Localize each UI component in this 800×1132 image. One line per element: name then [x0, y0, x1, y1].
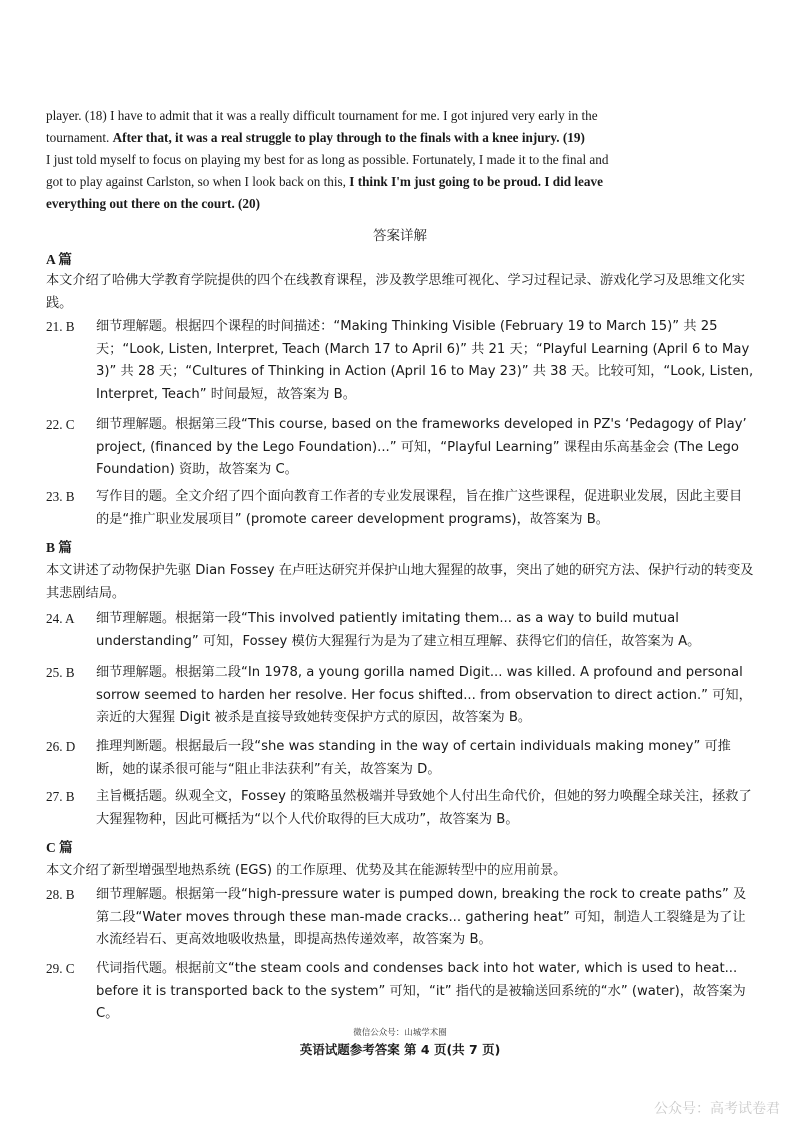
- passage-line-5: everything out there on the court. (20): [46, 196, 261, 211]
- section-a-label: A 篇: [46, 252, 72, 267]
- answer-27-number: 27. B: [46, 789, 75, 804]
- passage-line-3: I just told myself to focus on playing my best for as long as possible. Fortunately, I made it to the final and: [46, 152, 609, 167]
- section-a-intro: 本文介绍了哈佛大学教育学院提供的四个在线教育课程，涉及教学思维可视化、学习过程记录、游戏化学习及思维文化实践。: [46, 273, 745, 311]
- answer-27-text: 主旨概括题。纵观全文，Fossey 的策略虽然极端并导致她个人付出生命代价，但她的努力唤醒全球关注，拯救了大猩猩物种，因此可概括为“以个人代价取得的巨大成功”，故答案为 B。: [96, 789, 752, 827]
- answer-28-number: 28. B: [46, 887, 75, 902]
- section-b-intro: 本文讲述了动物保护先驱 Dian Fossey 在卢旺达研究并保护山地大猩猩的故事，突出了她的研究方法、保护行动的转变及其悲剧结局。: [46, 563, 754, 601]
- answer-22-text: 细节理解题。根据第三段“This course, based on the frameworks developed in PZ's ‘Pedagogy of Play’ project, (financed by the Lego Foundation)...” 可知，“Playful Learning” 课程由乐高基金会 (The Lego Foundation) 资助，故答案为 C。: [96, 417, 747, 478]
- page-heading: 答案详解: [373, 228, 427, 244]
- answer-21-number: 21. B: [46, 319, 75, 334]
- section-c-intro: 本文介绍了新型增强型地热系统 (EGS) 的工作原理、优势及其在能源转型中的应用前景。: [46, 863, 567, 878]
- answer-26-text: 推理判断题。根据最后一段“she was standing in the way of certain individuals making money” 可推断，她的谋杀很可能与“阻止非法获利”有关，故答案为 D。: [96, 739, 731, 777]
- answer-22-number: 22. C: [46, 417, 75, 432]
- answer-26-number: 26. D: [46, 739, 76, 754]
- answer-29-number: 29. C: [46, 961, 75, 976]
- answer-29-text: 代词指代题。根据前文“the steam cools and condenses back into hot water, which is used to heat... before it is transported back to the system” 可知，“it” 指代的是被输送回系统的“水” (water)，故答案为 C。: [96, 961, 746, 1022]
- wechat-footnote: 微信公众号：山城学术圈: [353, 1028, 447, 1038]
- passage-line-1: player. (18) I have to admit that it was a really difficult tournament for me. I got injured very early in the: [46, 108, 598, 123]
- section-c-label: C 篇: [46, 840, 73, 855]
- answer-25-text: 细节理解题。根据第二段“In 1978, a young gorilla named Digit... was killed. A profound and personal sorrow seemed to harden her resolve. Her focus shifted... from observation to direct action.” 可知，亲近的大猩猩 Digit 被杀是直接导致她转变保护方式的原因，故答案为 B。: [96, 665, 752, 726]
- passage-line-2: tournament. After that, it was a real struggle to play through to the finals with a knee injury. (19): [46, 130, 585, 145]
- section-b-label: B 篇: [46, 540, 72, 555]
- page-footer: 英语试题参考答案 第 4 页(共 7 页): [299, 1042, 501, 1057]
- answer-21-text: 细节理解题。根据四个课程的时间描述：“Making Thinking Visible (February 19 to March 15)” 共 25 天；“Look, Listen, Interpret, Teach (March 17 to April 6)” 共 21 天；“Playful Learning (April 6 to May 3)” 共 28 天；“Cultures of Thinking in Action (April 16 to May 23)” 共 38 天。比较可知，“Look, Listen, Interpret, Teach” 时间最短，故答案为 B。: [96, 319, 754, 402]
- answer-24-number: 24. A: [46, 611, 75, 626]
- answer-24-text: 细节理解题。根据第一段“This involved patiently imitating them... as a way to build mutual understanding” 可知，Fossey 模仿大猩猩行为是为了建立相互理解、获得它们的信任，故答案为 A。: [96, 611, 701, 649]
- answer-23-text: 写作目的题。全文介绍了四个面向教育工作者的专业发展课程，旨在推广这些课程，促进职业发展，因此主要目的是“推广职业发展项目” (promote career development programs)，故答案为 B。: [96, 489, 743, 527]
- passage-line-4: got to play against Carlston, so when I look back on this, I think I'm just going to be proud. I did leave: [46, 174, 603, 189]
- watermark: 公众号：高考试卷君: [654, 1101, 780, 1117]
- answer-25-number: 25. B: [46, 665, 75, 680]
- answer-28-text: 细节理解题。根据第一段“high-pressure water is pumped down, breaking the rock to create paths” 及第二段“Water moves through these man-made cracks... gathering heat” 可知，制造人工裂缝是为了让水流经岩石、更高效地吸收热量，即提高热传递效率，故答案为 B。: [96, 887, 747, 948]
- answer-23-number: 23. B: [46, 489, 75, 504]
